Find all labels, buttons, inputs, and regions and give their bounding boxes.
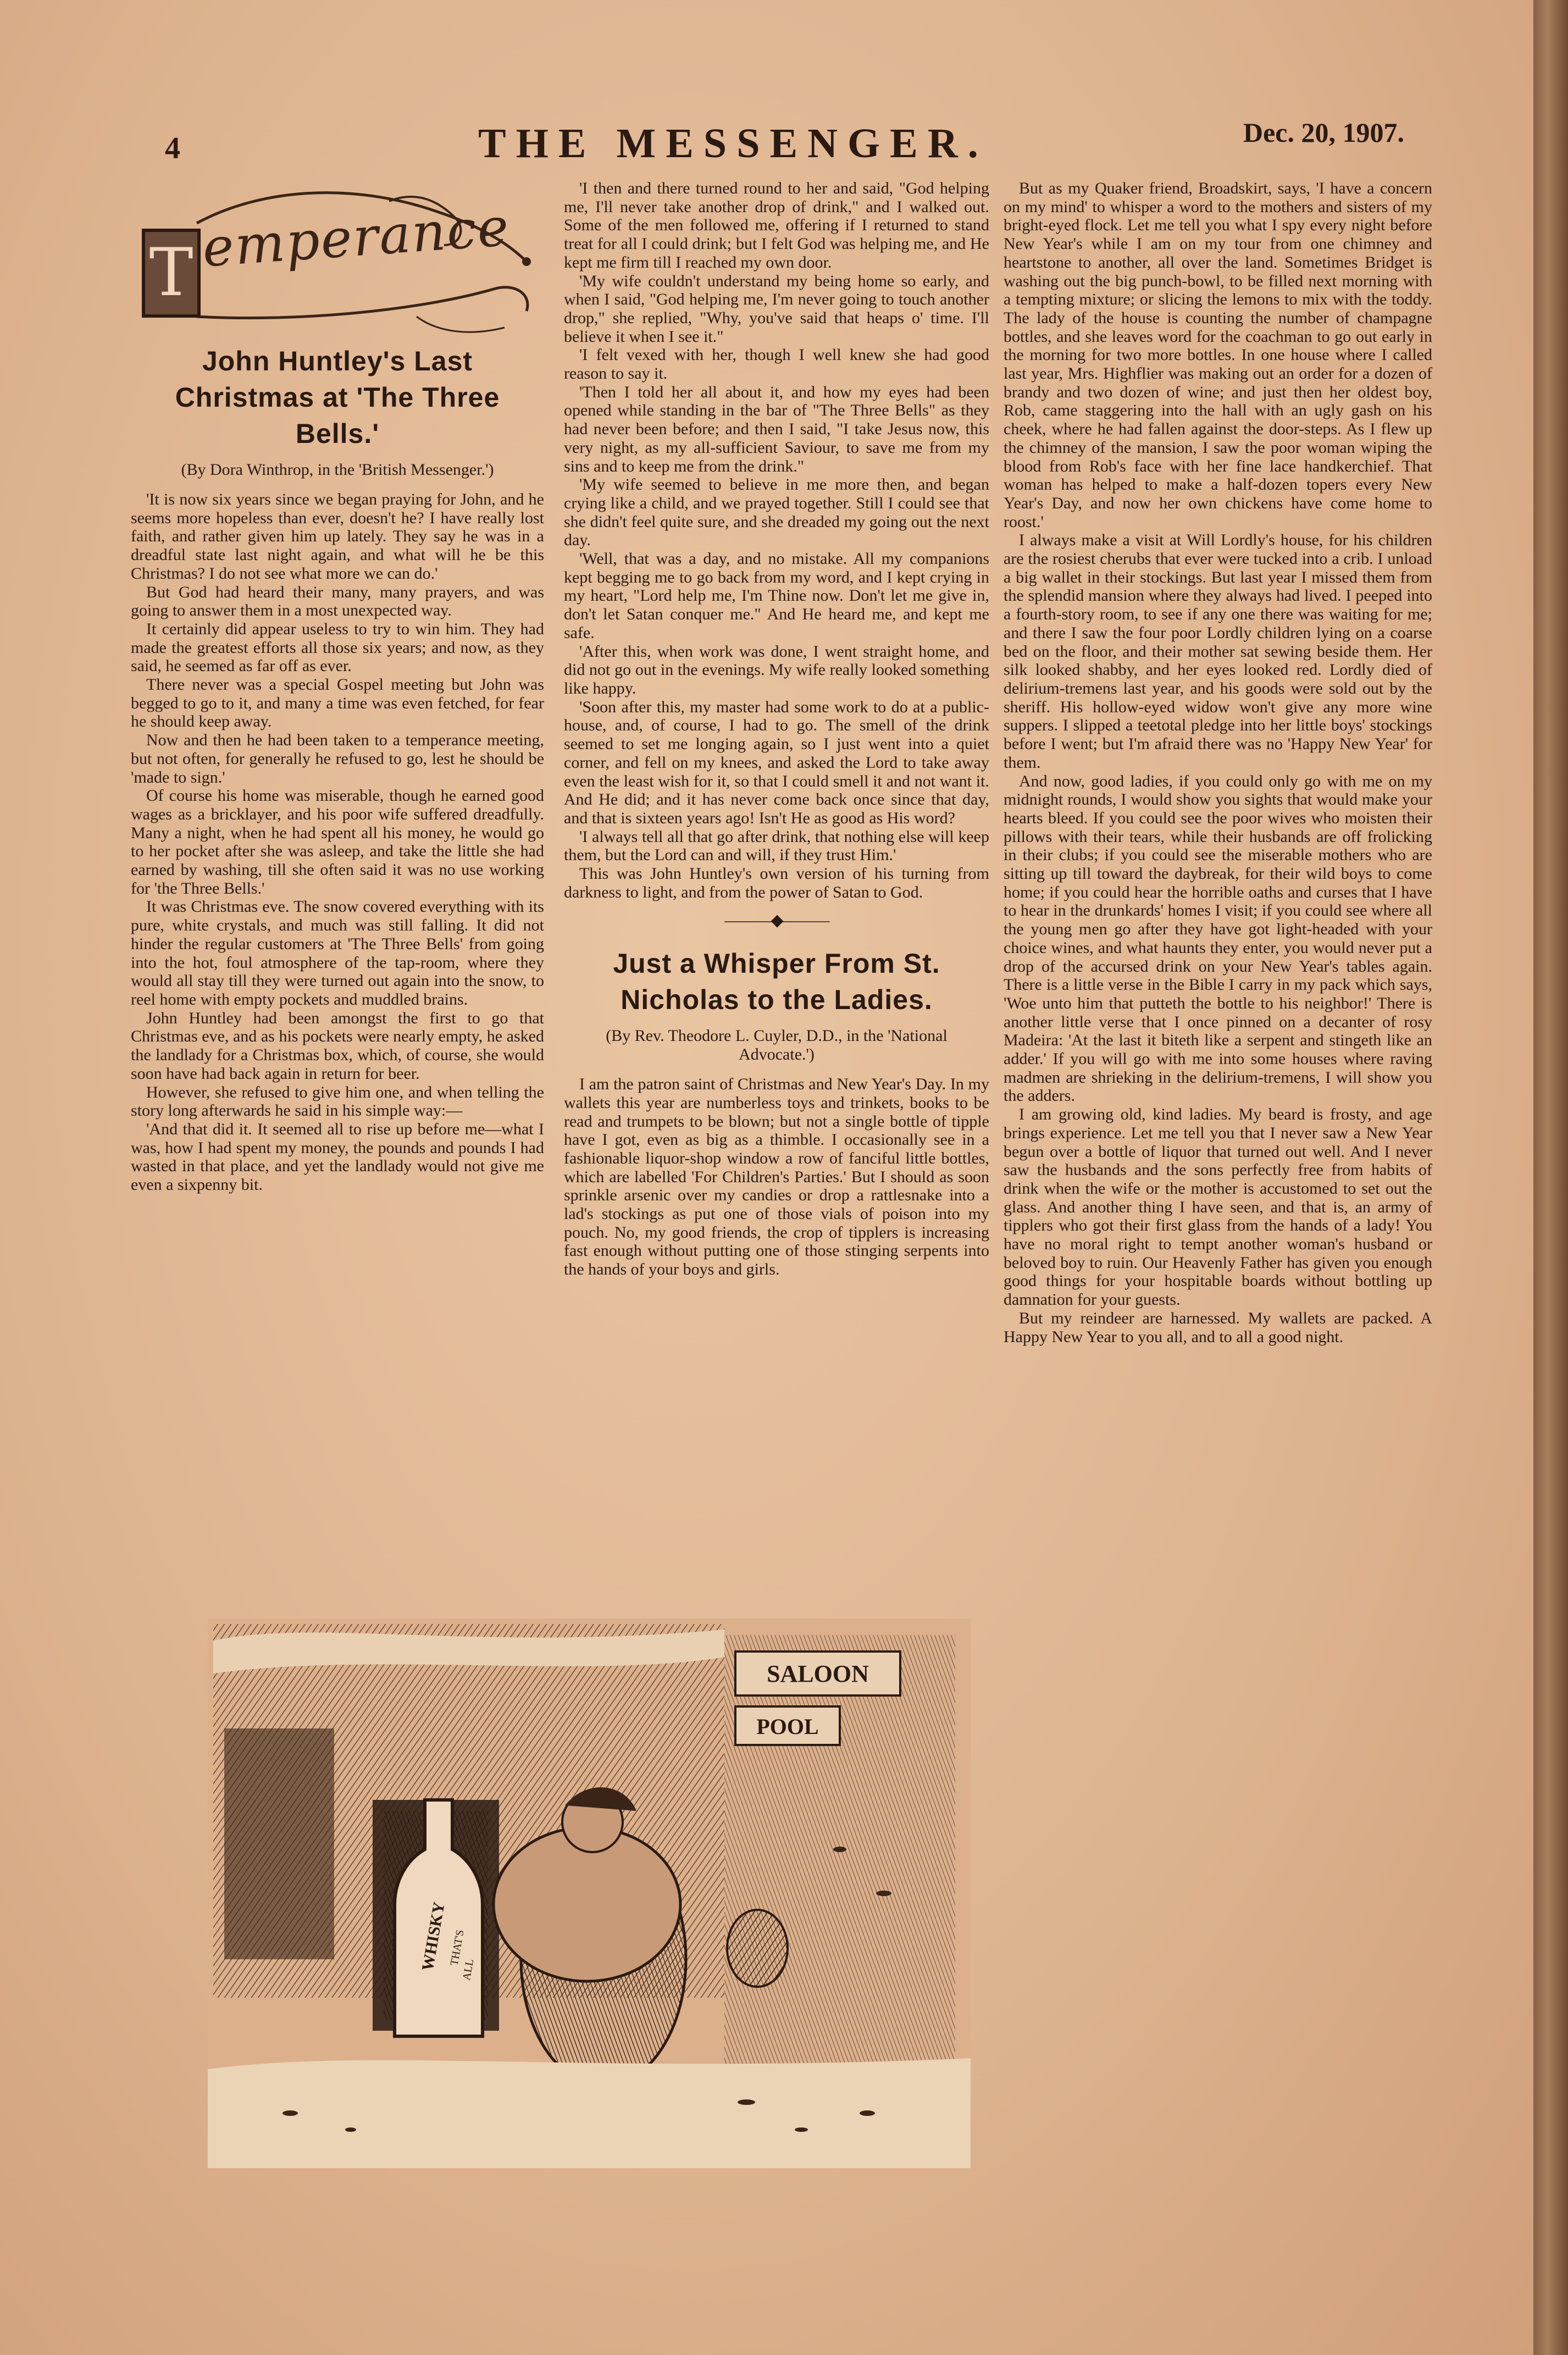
paragraph: It was Christmas eve. The snow covered everything with its pure, white crystals, and much was still falling. It did not hinder the regular customers at 'The Three Bells' from going into the hot, foul atmosphere of the tap-room, where they would all stay till they were turned out again into the snow, to reel home with empty pockets and muddled brains. xyxy=(131,897,544,1009)
saloon-sign: SALOON xyxy=(767,1660,869,1687)
paragraph: Now and then he had been taken to a temperance meeting, but not often, for generally he refused to go, lest he should be 'made to sign.' xyxy=(131,731,544,786)
temperance-initial: T xyxy=(142,229,201,318)
paragraph: But my reindeer are harnessed. My wallets are packed. A Happy New Year to you all, and to all a good night. xyxy=(1004,1309,1432,1346)
binding-edge xyxy=(1533,0,1568,2355)
temperance-title: emperance xyxy=(200,196,512,279)
issue-date: Dec. 20, 1907. xyxy=(1243,117,1404,148)
paragraph: 'My wife seemed to believe in me more then, and began crying like a child, and we prayed together. Still I could see that she didn't feel quite sure, and she dreaded my going out the next day. xyxy=(564,475,989,550)
paragraph: 'I always tell all that go after drink, that nothing else will keep them, but the Lord can and will, if they trust Him.' xyxy=(564,827,989,865)
paragraph: I always make a visit at Will Lordly's house, for his children are the rosiest cherubs that ever were tucked into a crib. I unload a big wallet in their stockings. But last year I missed them from the splendid mansion where they always had lived. I peeped into a fourth-story room, to see if any one there was waiting for me; and there I saw the four poor Lordly children lying on a coarse bed on the floor, and their mother sat sewing beside them. Her silk looked shabby, and her eyes looked red. Lordly died of delirium-tremens last year, and his goods were sold out by the sheriff. His hollow-eyed widow won't give any more wine suppers. I slipped a teetotal pledge into her little boys' stockings before I went; but I'm afraid there was no 'Happy New Year' for them. xyxy=(1004,531,1432,772)
newspaper-title: THE MESSENGER. xyxy=(478,120,988,167)
paragraph: However, she refused to give him one, and when telling the story long afterwards he said in his simple way:— xyxy=(131,1083,544,1120)
bottle-label-whisky: WHISKY xyxy=(418,1900,448,1972)
paragraph: John Huntley had been amongst the first to go that Christmas eve, and as his pockets were nearly empty, he asked the landlady for a Christmas box, which, of course, she would soon have had back again in return for beer. xyxy=(131,1009,544,1083)
paragraph: But as my Quaker friend, Broadskirt, says, 'I have a concern on my mind' to whisper a word to the mothers and sisters of my bright-eyed flock. Let me tell you what I spy every night before New Year's while I am on my tour from one chimney and heartstone to another, all over the land. Sometimes Bridget is washing out the big punch-bowl, to be filled next morning with a tempting mixture; or slicing the lemons to mix with the toddy. The lady of the house is counting the number of champagne bottles, and she leaves word for the coachman to go out early in the morning for two more bottles. In one house where I called last year, Mrs. Highflier was making out an order for a dozen of brandy and two dozen of wine; and just then her oldest boy, Rob, came staggering into the hall with an ugly gash on his cheek, where he had fallen against the door-steps. As I flew up the chimney of the mansion, I saw the poor woman wiping the blood from Rob's face with her fine lace handkerchief. That woman has helped to make a half-dozen topers every New Year's Day, and now her own chickens have come home to roost.' xyxy=(1004,179,1432,531)
column-3 xyxy=(1004,179,1432,1346)
paragraph: 'Soon after this, my master had some work to do at a public-house, and, of course, I had to go. The smell of the drink seemed to set me longing again, so I just went into a quiet corner, and fell on my knees, and asked the Lord to take away even the least wish for it, so that I could smell it and not want it. And He did; and it has never come back once since that day, and that is sixteen years ago! Isn't He as good as His word? xyxy=(564,697,989,827)
page-number: 4 xyxy=(165,131,180,165)
article1-title: John Huntley's Last Christmas at 'The Three Bells.' xyxy=(175,346,500,449)
paragraph: 'My wife couldn't understand my being home so early, and when I said, "God helping me, I'm never going to touch another drop," she replied, "Why, you've said that heaps o' time. I'll believe it when I see it." xyxy=(564,271,989,346)
paragraph: I am the patron saint of Christmas and New Year's Day. In my wallets this year are numberless toys and trinkets, books to be read and trumpets to be blown; but not a single bottle of tipple have I got, even as big as a thimble. I occasionally see in a fashionable liquor-shop window a row of fanciful little bottles, which are labelled 'For Children's Parties.' But I should as soon sprinkle arsenic over my candies or drop a rattlesnake into a lad's stockings as put one of those vials of poison into my pouch. No, my good friends, the crop of tipplers is increasing fast enough without putting one of those stinging serpents into the hands of your boys and girls. xyxy=(564,1075,989,1279)
paragraph: 'After this, when work was done, I went straight home, and did not go out in the evenings. My wife really looked something like happy. xyxy=(564,642,989,697)
paragraph: 'Well, that was a day, and no mistake. All my companions kept begging me to go back from my word, and I kept crying in my heart, "Lord help me, I'm Thine now. Don't let me give in, don't let Satan conquer me." And He heard me, and kept me safe. xyxy=(564,550,989,642)
paragraph: This was John Huntley's own version of his turning from darkness to light, and from the power of Satan to God. xyxy=(564,865,989,901)
paragraph: Of course his home was miserable, though he earned good wages as a bricklayer, and his poor wife suffered dreadfully. Many a night, when he had spent all his money, he would go to her pocket after she was asleep, and take the little she had earned by washing, till she often said it was no use working for 'the Three Bells.' xyxy=(131,786,544,897)
paragraph: It certainly did appear useless to try to win him. They had made the greatest efforts all those six years; and now, as they said, he seemed as far off as ever. xyxy=(131,619,544,675)
paragraph: There never was a special Gospel meeting but John was begged to go to it, and many a time was even fetched, for fear he should keep away. xyxy=(131,675,544,731)
paragraph: But God had heard their many, many prayers, and was going to answer them in a most unexpected way. xyxy=(131,583,544,620)
temperance-section-header xyxy=(131,179,544,339)
article2-title: Just a Whisper From St. Nicholas to the Ladies. xyxy=(613,948,940,1016)
paragraph: 'It is now six years since we began praying for John, and he seems more hopeless than ever, doesn't he? I have really lost faith, and rather given him up lately. They say he was in a dreadful state last night again, and what will he be this Christmas? I do not see what more we can do.' xyxy=(131,490,544,583)
paragraph: 'I then and there turned round to her and said, "God helping me, I'll never take another drop of drink," and I walked out. Some of the men followed me, offering if I returned to stand treat for all I could drink; but I felt God was helping me, and He kept me firm till I reached my own door. xyxy=(564,179,989,271)
section-divider: ———◆——— xyxy=(724,911,829,930)
article1-byline: (By Dora Winthrop, in the 'British Messenger.') xyxy=(181,461,494,479)
pool-sign: POOL xyxy=(756,1714,819,1739)
article2-byline: (By Rev. Theodore L. Cuyler, D.D., in the 'National Advocate.') xyxy=(606,1027,948,1064)
bottle-label-thats: THAT'S xyxy=(448,1929,467,1967)
saloon-illustration xyxy=(208,1619,971,2168)
paragraph: And now, good ladies, if you could only go with me on my midnight rounds, I would show you sights that would make your hearts bleed. If you could see the poor wives who moisten their pillows with their tears, while their husbands are off frolicking in their clubs; if you could see the miserable mothers who are sitting up till toward the daybreak, for their wild boys to come home; if you could hear the horrible oaths and curses that I have to hear in the drunkards' homes I visit; if you could see where all the young men go after they have got light-headed with your choice wines, and what haunts they enter, you would never put a drop of the accursed drink on your New Year's tables again. There is a little verse in the Bible I carry in my pack which says, 'Woe unto him that putteth the bottle to his neighbor!' There is another little verse that I once pinned on a decanter of rosy Madeira: 'At the last it biteth like a serpent and stingeth like an adder.' If you will go with me into some houses where raving madmen are shrieking in the delirium-tremens, I will show you the adders. xyxy=(1004,772,1432,1105)
paragraph: I am growing old, kind ladies. My beard is frosty, and age brings experience. Let me tell you that I never saw a New Year begun over a bottle of liquor that turned out well. And I never saw the husbands and the sons perfectly free from habits of drink when the wife or the mother is accustomed to set out the glass. And another thing I have seen, and that is, an army of tipplers who got their first glass from the hands of a lady! You have no moral right to tempt another woman's husband or beloved boy to ruin. Our Heavenly Father has given you enough good things for your hospitable boards without bottling up damnation for your guests. xyxy=(1004,1105,1432,1309)
paragraph: 'I felt vexed with her, though I well knew she had good reason to say it. xyxy=(564,346,989,383)
paragraph: 'Then I told her all about it, and how my eyes had been opened while standing in the bar of "The Three Bells" as they had never been before; and then I said, "I take Jesus now, this very night, as my all-sufficient Saviour, to save me from my sins and to keep me from the drink." xyxy=(564,383,989,475)
paragraph: 'And that did it. It seemed all to rise up before me—what I was, how I had spent my money, the pounds and pounds I had wasted in that place, and yet the landlady would not give me even a sixpenny bit. xyxy=(131,1120,544,1194)
column-1 xyxy=(131,179,544,1194)
bottle-label-all: ALL xyxy=(460,1958,477,1982)
column-2 xyxy=(564,179,989,1279)
